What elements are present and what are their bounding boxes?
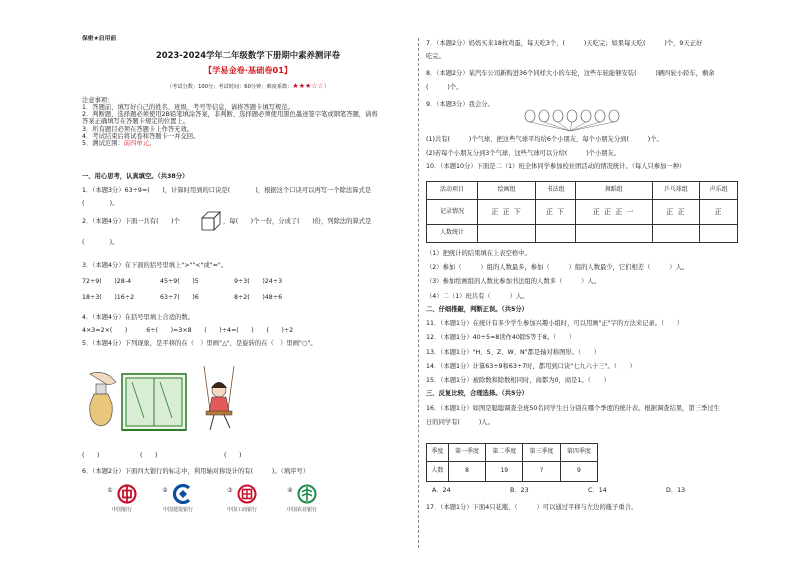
bank-logo-3 [212,484,272,514]
bank-name: 中国建设银行 [162,507,193,513]
table-header: 书法组 [536,182,576,200]
question-9: 9．（本题3分）我会分。 [426,100,494,108]
tally-cell: 正 正 下 [478,200,536,225]
meta-end: ） [323,83,330,90]
agricultural-bank-icon [297,484,317,504]
count-cell[interactable] [700,225,738,243]
question-9-parts [426,136,762,171]
count-cell[interactable] [536,225,576,243]
exam-meta [82,82,414,91]
sliding-window-image [120,372,188,432]
tally-cell: 正 [700,200,738,225]
table-header: 第一季度 [448,444,485,462]
right-column [426,40,762,108]
question-7: 7．（本题2分）妈妈买来18枚鸡蛋，每天吃3个，( )天吃完；如果每天吃( )个，9天正好 [426,40,703,47]
question-1: 1．（本题3分）63÷9=( )，计算时用到的口诀是( )，根据这个口诀可以再写一个除法算式是 [82,186,372,194]
question-2 [82,211,414,233]
row-label: 记录情况 [427,200,478,225]
answer-blank[interactable]: ( ) [140,452,158,459]
question-5: 5．（本题4分）下列现象，是平移的在（ ）里画"△"，是旋转的在（ ）里画"○"。 [82,339,317,347]
note-item: 答案正确填写在答题卡规定的位置上。 [82,118,190,126]
cube-icon [200,211,222,231]
scope-value: 前四单元。 [123,140,156,148]
tally-cell: 正 正 正 一 [575,200,652,225]
note-item: 4．考试结束后将试卷和答题卡一并交回。 [82,132,200,140]
question-16: 16．（本题1分）如图是聪聪调查全班50名同学生日分别在哪个季度的统计表。根据调查结果，第三季过生 [426,404,720,412]
bank-logos [92,484,332,524]
balloons-image [520,108,630,132]
icbc-icon [237,484,257,504]
option-c[interactable]: C．14 [588,487,607,494]
note-scope [82,140,414,147]
question-9-b: (2)若每个小朋友分到3个气球，这些气球可以分给( )个小朋友。 [426,150,621,158]
value-cell: 8 [448,462,485,482]
judge-item: 14．（本题1分）计算63÷9和63÷7时，都用到口诀"七九六十三"。（ ） [426,362,636,370]
bank-number: ② [162,487,168,494]
meta-text: （考试分数：100分；考试时间：60分钟；难度系数： [166,83,293,90]
exam-subtitle: 【学易金卷·基础卷01】 [203,65,293,76]
bank-logo-2 [148,484,208,514]
bank-number: ④ [287,487,293,494]
question-17: 17．（本题1分）下面4只花瓶，（ ）可以通过平移与左边的瓶子重合。 [426,504,638,511]
table-header: 声乐组 [700,182,738,200]
question-10-1: （1）把统计的结果填在上表空格中。 [426,250,531,257]
scope-label: 5．测试范围： [82,140,124,148]
compare-cell: 18÷3( )16÷2 [82,293,135,301]
table-row [427,182,738,200]
left-column [82,36,414,347]
value-cell: 9 [560,462,597,482]
right-lower [426,250,762,426]
question-16-cont: 日的同学有( )人。 [426,418,494,426]
bank-of-china-icon [117,484,137,504]
compare-cell: 63÷7( )6 [160,293,199,301]
notes-heading: 注意事项： [82,96,114,104]
column-divider [418,38,419,548]
row-label: 人数 [427,462,449,482]
question-3: 3．（本题4分）在下面的括号里填上">""<"或"="。 [82,262,228,270]
section-fill-blank: 一、用心思考，认真填空。（共38分） [82,173,189,181]
question-10-2: （2）参加（ ）组的人数最多，参加（ ）组的人数最少，它们相差（ ）人。 [426,264,689,272]
value-cell: 19 [486,462,523,482]
tally-cell: 正 正 [652,200,700,225]
bank-name: 中国工商银行 [226,507,257,513]
section-choice: 三、反复比较，合理选择。（共5分） [426,390,528,398]
question-9-a: (1)共有( )个气球，把这些气球平均给6个小朋友，每个小朋友分到( )个。 [426,136,663,143]
judge-item: 13．（本题1分）"H、S、Z、W、N"都是轴对称图形。（ ） [426,348,601,356]
quarter-table [426,443,598,482]
table-header: 第二季度 [486,444,523,462]
activity-table [426,181,738,243]
table-row [427,462,598,482]
swing-girl-image [196,366,242,438]
note-item: 1．答题前，填写好自己的姓名、班级、考号等信息，请将答题卡填写规范。 [82,103,294,111]
question-7-cont: 吃完。 [426,53,445,61]
compare-cell: 9÷3( )24÷3 [234,277,283,285]
bank-number: ③ [227,487,233,494]
question-4: 4．（本题4分）在括号里填上合适的数。 [82,313,194,321]
answer-blank[interactable]: ( ) [224,452,242,459]
table-header: 季度 [427,444,449,462]
question-10: 10．（本题10分）下面是二（1）班全体同学参加校社团活动的情况统计。（每人只参加一种） [426,163,686,171]
row-label: 人数统计 [427,225,478,243]
table-header: 活动项目 [427,182,478,200]
bank-number: ① [107,487,113,494]
count-cell[interactable] [478,225,536,243]
count-cell[interactable] [652,225,700,243]
table-header: 绘画组 [478,182,536,200]
secret-label: 保密★启用前 [82,36,117,42]
table-row [427,444,598,462]
section-judge: 二、仔细推敲，判断正误。（共5分） [426,305,528,313]
bank-name: 中国银行 [111,507,132,513]
difficulty-stars [292,82,323,90]
bank-logo-1 [92,484,152,514]
answer-blank[interactable]: ( ) [82,452,100,459]
judge-item: 15．（本题1分）被除数和除数相同时，商都为0，商是1。（ ） [426,377,610,385]
count-cell[interactable] [575,225,652,243]
question-10-3: （3）参加绘画组的人数比参加书法组的人数多（ ）人。 [426,278,601,286]
exam-title: 2023-2024学年二年级数学下册期中素养测评卷 [155,49,341,60]
option-b[interactable]: B．23 [510,487,529,494]
value-cell: ? [523,462,560,482]
construction-bank-icon [172,484,194,504]
table-header: 乒乓球组 [652,182,700,200]
compare-cell: 72÷9( )28-4 [82,277,132,285]
table-row [427,225,738,243]
option-d[interactable]: D．13 [666,487,686,494]
note-item: 3．所有题目必须在答题卡上作答无效。 [82,125,194,133]
note-item: 2．判断题、选择题必须使用2B铅笔填涂答案，非判断、选择题必须使用黑色墨迹签字笔或钢笔答题，请将 [82,111,378,119]
judge-item: 12．（本题1分）40÷5=8读作40除5等于8。（ ） [426,334,576,342]
question-2-text-a: 2．（本题4分）下面一共有( )个 [82,218,180,226]
bank-logo-4 [272,484,332,514]
table-header: 第三季度 [523,444,560,462]
bank-name: 中国农业银行 [286,507,317,513]
tally-cell: 正 下 [536,200,576,225]
question-2-text-b: ，每( )个一份，分成了( )份，列除法的算式是 [223,218,372,226]
option-a[interactable]: A．24 [432,487,451,494]
table-header: 第四季度 [560,444,597,462]
stars-filled: ★★★ [292,81,312,90]
question-1-cont: ( )。 [82,199,119,207]
question-8-cont: ( )个。 [426,83,463,91]
stars-empty: ☆☆ [311,81,324,90]
table-header: 舞蹈组 [575,182,652,200]
question-10-4: （4）二（1）班共有（ ）人。 [426,292,529,300]
question-6: 6．（本题2分）下面四大银行的标志中，利用轴对称设计的有( )。（填序号） [82,468,310,475]
question-2-cont: ( )。 [82,239,119,247]
compare-cell: 8÷2( )48÷6 [234,293,283,301]
table-row [427,200,738,225]
question-8: 8．（本题2分）某汽车公司新购进36个同样大小的车轮，这些车轮能够安装( )辆四轮小轿车，剩余 [426,70,715,78]
compare-cell: 45÷9( )5 [160,277,199,285]
compare-grid [82,274,414,308]
question-4-row: 4×3=2×( ) 6÷( )=3×8 ( )÷4=( ) ( )÷2 [82,326,294,334]
judge-item: 11．（本题1分）在统计有多少学生参加兴趣小组时，可以用画"正"字的方法来记录。（ ） [426,320,684,328]
